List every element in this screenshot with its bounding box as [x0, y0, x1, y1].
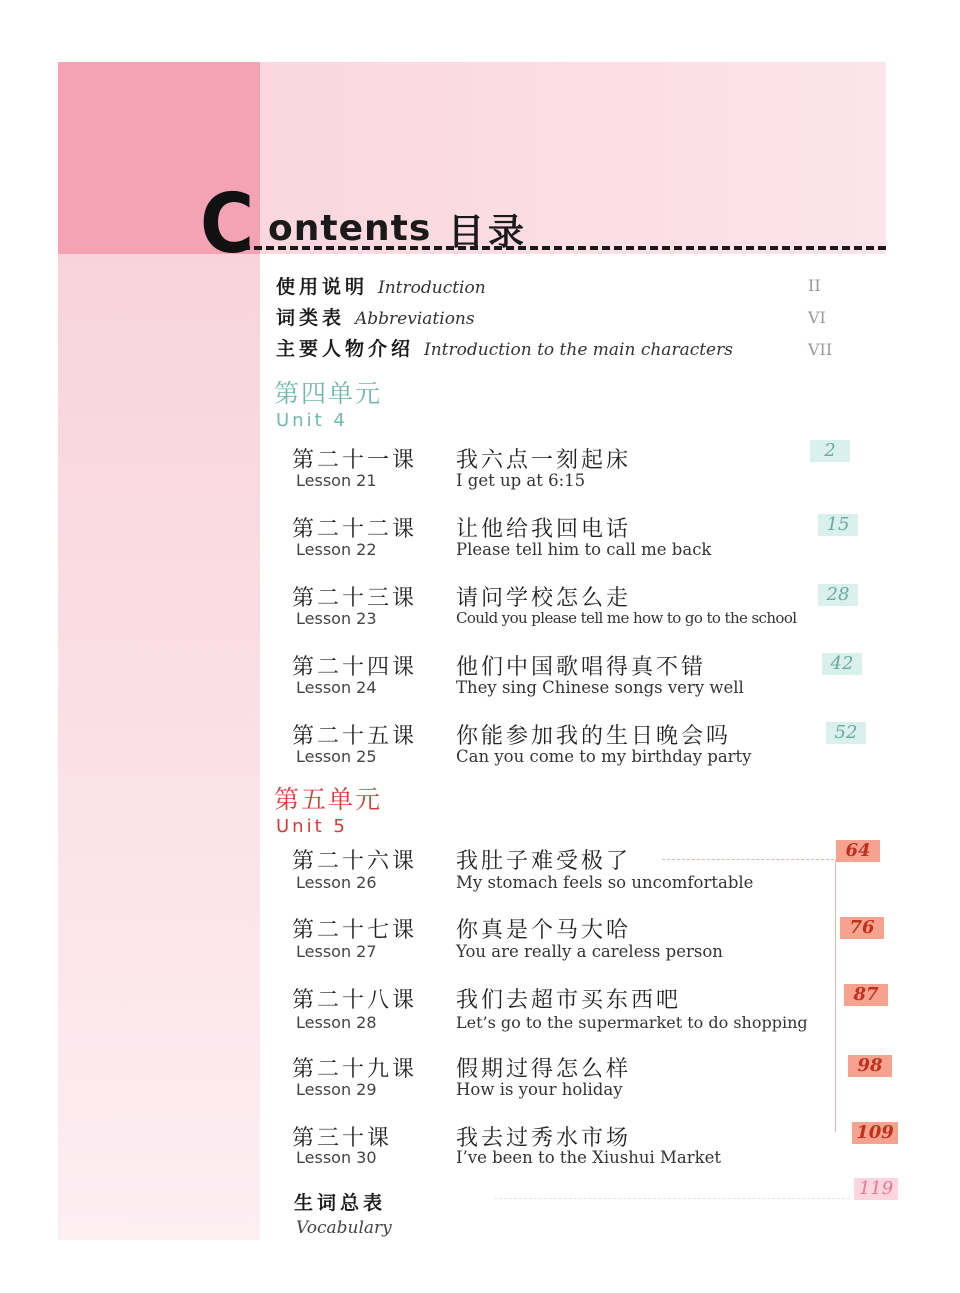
leader-dash	[494, 1198, 850, 1199]
lesson-number-zh: 第二十一课	[292, 448, 418, 473]
title-initial: C	[200, 177, 255, 272]
page-title: ontents	[268, 208, 432, 249]
page-number: 64	[836, 840, 880, 862]
entry-label-en: Abbreviations	[355, 309, 475, 329]
lesson-number-zh: 第二十三课	[292, 586, 418, 611]
lesson-number-en: Lesson 21	[296, 471, 377, 490]
toc-entry-introduction[interactable]	[276, 272, 486, 300]
page-number: 42	[822, 653, 862, 675]
lesson-number-en: Lesson 25	[296, 747, 377, 766]
toc-entry-main-characters[interactable]	[276, 334, 733, 362]
lesson-title-en: I get up at 6:15	[456, 471, 586, 490]
page-number: VI	[808, 308, 826, 327]
page-number: 98	[848, 1055, 892, 1077]
lesson-number-zh: 第三十课	[292, 1126, 393, 1151]
lesson-title-zh: 假期过得怎么样	[456, 1057, 632, 1082]
page-number: 76	[840, 917, 884, 939]
entry-label-zh: 词类表	[276, 307, 346, 329]
lesson-title-en: How is your holiday	[456, 1080, 623, 1099]
lesson-title-zh: 我们去超市买东西吧	[456, 988, 682, 1013]
lesson-title-zh: 我六点一刻起床	[456, 448, 632, 473]
lesson-number-en: Lesson 29	[296, 1080, 377, 1099]
page-guide-line	[835, 860, 836, 1132]
entry-label-zh: 主要人物介绍	[276, 338, 415, 360]
unit-heading-zh: 第四单元	[274, 379, 383, 408]
lesson-number-zh: 第二十九课	[292, 1057, 418, 1082]
pink-band-left	[58, 254, 260, 1240]
lesson-number-en: Lesson 28	[296, 1013, 377, 1032]
leader-dash	[662, 859, 834, 860]
entry-label-en: Introduction to the main characters	[424, 340, 733, 360]
toc-entry-abbreviations[interactable]	[276, 303, 475, 331]
page-title-zh: 目录	[448, 212, 529, 253]
page-number: 52	[826, 722, 866, 744]
lesson-title-en: They sing Chinese songs very well	[456, 678, 744, 697]
lesson-title-zh: 请问学校怎么走	[456, 586, 632, 611]
lesson-number-zh: 第二十二课	[292, 517, 418, 542]
lesson-title-zh: 我去过秀水市场	[456, 1126, 632, 1151]
lesson-title-en: Let’s go to the supermarket to do shopping	[456, 1013, 808, 1032]
page-number: 15	[818, 514, 858, 536]
lesson-number-en: Lesson 27	[296, 942, 377, 961]
page-number: II	[808, 276, 821, 295]
page-number: 87	[844, 984, 888, 1006]
entry-label-zh: 生词总表	[294, 1192, 387, 1214]
page-number: 2	[810, 440, 850, 462]
lesson-number-zh: 第二十五课	[292, 724, 418, 749]
lesson-number-en: Lesson 30	[296, 1148, 377, 1167]
entry-label-en: Vocabulary	[296, 1218, 392, 1238]
lesson-title-en: Could you please tell me how to go to the school	[456, 609, 797, 627]
lesson-title-zh: 你能参加我的生日晚会吗	[456, 724, 732, 749]
unit-heading-en: Unit 4	[276, 410, 348, 431]
lesson-title-en: My stomach feels so uncomfortable	[456, 873, 754, 892]
lesson-number-en: Lesson 26	[296, 873, 377, 892]
entry-label-en: Introduction	[378, 278, 486, 298]
lesson-number-zh: 第二十七课	[292, 918, 418, 943]
lesson-number-zh: 第二十八课	[292, 988, 418, 1013]
lesson-title-en: I’ve been to the Xiushui Market	[456, 1148, 722, 1167]
page-number: 28	[818, 584, 858, 606]
lesson-number-zh: 第二十六课	[292, 849, 418, 874]
unit-heading-en: Unit 5	[276, 816, 348, 837]
lesson-title-zh: 让他给我回电话	[456, 517, 632, 542]
lesson-number-en: Lesson 24	[296, 678, 377, 697]
lesson-number-en: Lesson 22	[296, 540, 377, 559]
lesson-title-en: Can you come to my birthday party	[456, 747, 752, 766]
page-number: 109	[852, 1122, 898, 1144]
lesson-number-zh: 第二十四课	[292, 655, 418, 680]
lesson-title-zh: 你真是个马大哈	[456, 918, 632, 943]
lesson-title-zh: 他们中国歌唱得真不错	[456, 655, 707, 680]
entry-label-zh: 使用说明	[276, 276, 369, 298]
lesson-title-en: Please tell him to call me back	[456, 540, 712, 559]
lesson-title-zh: 我肚子难受极了	[456, 849, 632, 874]
lesson-number-en: Lesson 23	[296, 609, 377, 628]
lesson-title-en: You are really a careless person	[456, 942, 723, 961]
page-number: 119	[854, 1178, 898, 1200]
page-number: VII	[808, 340, 833, 359]
unit-heading-zh: 第五单元	[274, 785, 383, 814]
